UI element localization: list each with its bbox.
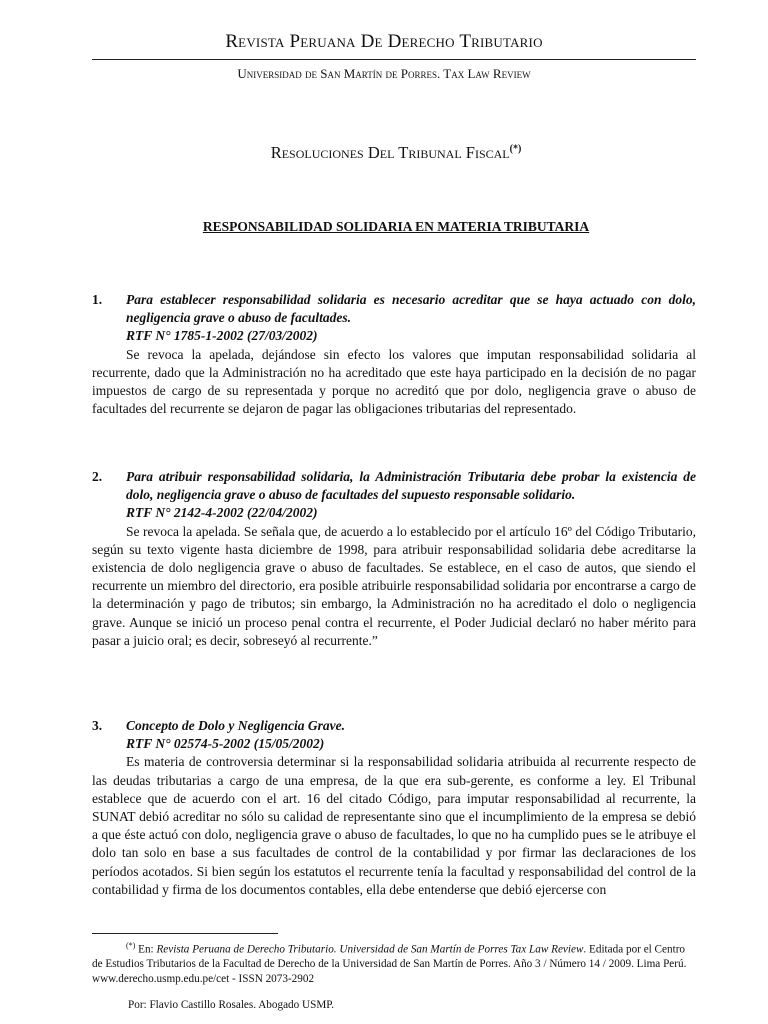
footnote-text: [92, 939, 696, 986]
entry-number: 2.: [92, 469, 103, 484]
header-divider: [92, 59, 696, 60]
entry-rtf-reference: RTF N° 1785-1-2002 (27/03/2002): [126, 328, 318, 344]
entry-heading: Para atribuir responsabilidad solidaria, la Administración Tributaria debe probar la existencia de dolo, negligencia grave o abuso de facultades del supuesto responsable solidario.: [126, 469, 696, 503]
entry-rtf-reference: RTF N° 2142-4-2002 (22/04/2002): [126, 505, 318, 521]
footnote: [92, 939, 696, 986]
entry-number: 1.: [92, 292, 103, 307]
entry-body: Se revoca la apelada, dejándose sin efecto los valores que imputan responsabilidad solidaria al recurrente, dado que la Administración no ha acreditado que este haya participado en la decisión de no pagar impuestos de cargo de su representada y porque no acreditó que por dolo, negligencia grave o abuso de facultades del recurrente se dejaron de pagar las obligaciones tributarias del representado.: [92, 346, 696, 417]
author-line: Por: Flavio Castillo Rosales. Abogado USMP.: [128, 999, 335, 1011]
resolution-entry-3: [92, 717, 696, 899]
section-title: [0, 143, 768, 163]
section-footnote-marker: (*): [509, 143, 522, 155]
entry-body: Se revoca la apelada. Se señala que, de acuerdo a lo establecido por el artículo 16º del Código Tributario, según su texto vigente hasta diciembre de 1998, para atribuir responsabilidad solidaria debe acreditarse la existencia de dolo negligencia grave o abuso de facultades. Se establece, en el caso de autos, que siendo el recurrente un miembro del directorio, era posible atribuirle responsabilidad solidaria por encontrarse a cargo de la determinación y pago de tributos; sin embargo, la Administración no ha acreditado el dolo o negligencia grave. Aunque se inició un proceso penal contra el recurrente, el Poder Judicial declaró no haber mérito para pasar a juicio oral; es decir, sobreseyó al recurrente.”: [92, 523, 696, 648]
entry-heading: Para establecer responsabilidad solidaria es necesario acreditar que se haya actuado con dolo, negligencia grave o abuso de facultades.: [126, 292, 696, 326]
journal-title: Revista Peruana De Derecho Tributario: [225, 31, 543, 52]
entry-heading: Concepto de Dolo y Negligencia Grave.: [126, 718, 345, 733]
topic-title: RESPONSABILIDAD SOLIDARIA EN MATERIA TRIBUTARIA: [202, 219, 590, 234]
resolution-entry-2: [92, 468, 696, 650]
footnote-source: Revista Peruana de Derecho Tributario. Universidad de San Martín de Porres Tax Law Review: [156, 943, 584, 956]
footnote-marker: (*): [126, 941, 136, 950]
section-title-text: Resoluciones Del Tribunal Fiscal: [270, 143, 510, 162]
entry-body: Es materia de controversia determinar si la responsabilidad solidaria atribuida al recurrente respecto de las deudas tributarias a cargo de una empresa, de la que era sub-gerente, es conforme a ley. El Tribunal establece que de acuerdo con el art. 16 del citado Código, para imputar responsabilidad al recurrente, la SUNAT debió acreditar no sólo su calidad de representante sino que el incumplimiento de la empresa se debió a que éste actuó con dolo, negligencia grave o abuso de facultades, lo que no ha cumplido pues se le atribuye el dolo tan solo en base a sus facultades de control de la contabilidad y por firmar las declaraciones de los períodos acotados. Si bien según los estatutos el recurrente tenía la facultad y responsabilidad del control de la contabilidad y firma de los documentos contables, ella debe entenderse que debió ejercerse con: [92, 754, 696, 897]
footnote-divider: [92, 933, 278, 934]
journal-subtitle: Universidad de San Martín de Porres. Tax Law Review: [237, 66, 531, 81]
footnote-prefix: En:: [135, 943, 157, 956]
footnote-details: . Editada por el Centro de Estudios Tributarios de la Facultad de Derecho de la Universidad de San Martín de Porres. Año 3 / Número 14 / 2009. Lima Perú. www.derecho.usmp.edu.pe/cet - ISSN 2073-2902: [92, 943, 687, 985]
resolution-entry-1: [92, 291, 696, 418]
entry-number: 3.: [92, 718, 103, 733]
entry-rtf-reference: RTF N° 02574-5-2002 (15/05/2002): [126, 736, 325, 752]
